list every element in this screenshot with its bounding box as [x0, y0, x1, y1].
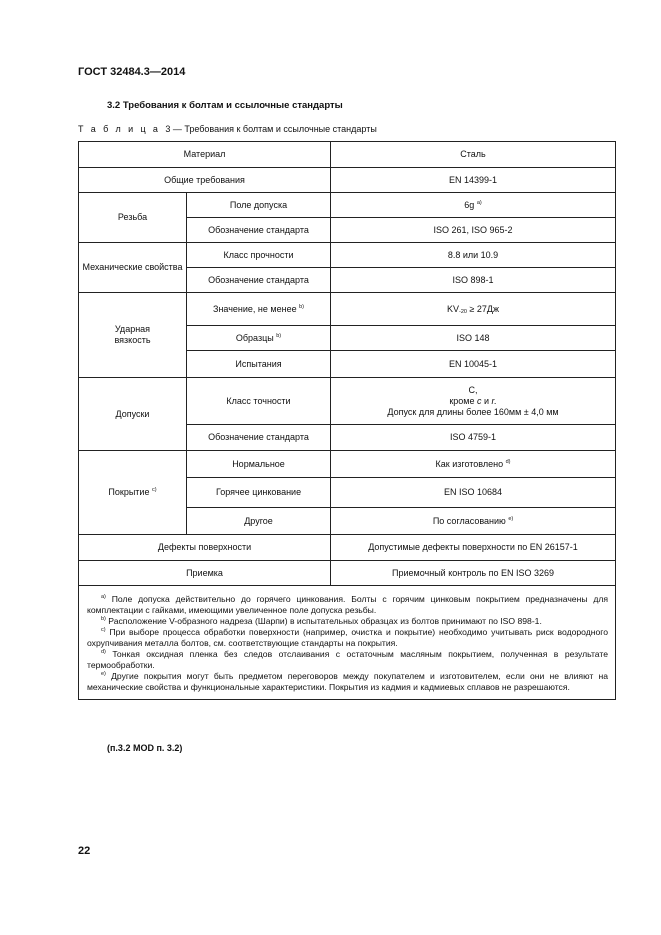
- footnote-e: [87, 671, 608, 693]
- impact-min-label: Значение, не менее: [213, 303, 297, 314]
- requirements-table: [78, 141, 616, 700]
- table-row: [79, 293, 616, 326]
- mech-group: Механические свойства: [79, 243, 187, 293]
- note-text: Расположение V-образного надреза (Шарпи) в испытательных образцах из болтов принимают по ISO 898-1.: [108, 616, 542, 626]
- table-row: [79, 535, 616, 561]
- table-row: [79, 561, 616, 586]
- tolerances-accuracy-value: [331, 378, 616, 425]
- thread-tolerance-label: Поле допуска: [187, 193, 331, 218]
- impact-samples-value: ISO 148: [331, 326, 616, 351]
- coating-hot-label: Горячее цинкование: [187, 478, 331, 508]
- acceptance-value: Приемочный контроль по EN ISO 3269: [331, 561, 616, 586]
- mech-class-label: Класс прочности: [187, 243, 331, 268]
- coating-normal-label: Нормальное: [187, 451, 331, 478]
- note-text: Тонкая оксидная пленка без следов отслаивания с остаточным масляным покрытием, полученная в результате термообработки.: [87, 649, 609, 670]
- thread-std-value: ISO 261, ISO 965-2: [331, 218, 616, 243]
- footnote-c: [87, 627, 608, 649]
- defects-value: Допустимые дефекты поверхности по EN 26157-1: [331, 535, 616, 561]
- accuracy-line1: С,: [468, 384, 478, 395]
- thread-std-label: Обозначение стандарта: [187, 218, 331, 243]
- section-heading: 3.2 Требования к болтам и ссылочные стандарты: [107, 100, 343, 111]
- thread-tolerance-cell: [331, 193, 616, 218]
- caption-number: 3: [165, 124, 171, 134]
- footnote-d: [87, 649, 608, 671]
- defects-label: Дефекты поверхности: [79, 535, 331, 561]
- page-number: 22: [78, 845, 91, 857]
- footnote-b: [87, 616, 608, 627]
- accuracy-var-c: с: [476, 395, 482, 406]
- table-row: [79, 451, 616, 478]
- coating-normal-value: Как изготовлено: [435, 458, 504, 469]
- note-marker: a): [101, 594, 106, 600]
- impact-min-sub: -20: [459, 308, 467, 315]
- coating-group: [79, 451, 187, 535]
- coating-group-label: Покрытие: [108, 487, 150, 497]
- coating-hot-value: EN ISO 10684: [331, 478, 616, 508]
- table-caption: [78, 124, 377, 134]
- table-header-row: [79, 142, 616, 168]
- mech-std-value: ISO 898-1: [331, 268, 616, 293]
- coating-other-value: По согласованию: [432, 515, 506, 526]
- impact-min-value: [331, 293, 616, 326]
- accuracy-line2-mid: и: [484, 395, 490, 406]
- impact-samples-label: Образцы: [235, 332, 274, 343]
- note-marker: e): [101, 671, 106, 677]
- accuracy-line2-prefix: кроме: [449, 395, 475, 406]
- note-text: Другие покрытия могут быть предметом переговоров между покупателем и изготовителем, если они не влияют на механические свойства и функциональные характеристики. Покрытия из кадмия и кадмиевых сплавов не разрешаются.: [87, 671, 609, 692]
- note-marker: d): [101, 649, 106, 655]
- coating-other-label: Другое: [187, 508, 331, 535]
- impact-min-suffix: ≥ 27Дж: [469, 303, 500, 314]
- mech-std-label: Обозначение стандарта: [187, 268, 331, 293]
- thread-tolerance-value: 6g: [464, 199, 475, 210]
- table-row: [79, 378, 616, 425]
- impact-group: [79, 293, 187, 378]
- table-row: [79, 193, 616, 218]
- acceptance-label: Приемка: [79, 561, 331, 586]
- note-marker: c): [101, 627, 106, 633]
- impact-group-line1: Ударная: [114, 324, 151, 334]
- footnote-ref-b2: b): [276, 332, 282, 339]
- footnote-ref-d: d): [505, 458, 511, 465]
- table-notes: [79, 586, 616, 700]
- tolerances-std-label: Обозначение стандарта: [187, 425, 331, 451]
- header-steel: Сталь: [331, 142, 616, 168]
- table-row: [79, 243, 616, 268]
- impact-tests-value: EN 10045-1: [331, 351, 616, 378]
- accuracy-var-r: r.: [491, 395, 497, 406]
- accuracy-line2: [449, 396, 496, 406]
- header-material: Материал: [79, 142, 331, 168]
- impact-tests-label: Испытания: [187, 351, 331, 378]
- footnote-ref-c: c): [151, 487, 157, 493]
- general-requirements-label: Общие требования: [79, 168, 331, 193]
- note-text: Поле допуска действительно до горячего цинкования. Болты с горячим цинковым покрытием предназначены для комплектации с гайками, имеющими увеличенное поле допуска резьбы.: [87, 594, 609, 615]
- tolerances-accuracy-label: Класс точности: [187, 378, 331, 425]
- thread-group: Резьба: [79, 193, 187, 243]
- footnote-a: [87, 594, 608, 616]
- table-row: [79, 168, 616, 193]
- coating-other-cell: [331, 508, 616, 535]
- clause-reference: (п.3.2 MOD п. 3.2): [107, 743, 183, 753]
- accuracy-line3: Допуск для длины более 160мм ± 4,0 мм: [387, 406, 559, 417]
- coating-normal-cell: [331, 451, 616, 478]
- impact-samples-cell: [187, 326, 331, 351]
- note-text: При выборе процесса обработки поверхности (например, очистка и покрытие) необходимо учитывать риск водородного охрупчивания металла болтов, см. соответствующие стандарты на покрытия.: [87, 627, 609, 648]
- mech-class-value: 8.8 или 10.9: [331, 243, 616, 268]
- footnote-ref-a: a): [476, 199, 482, 206]
- document-header: ГОСТ 32484.3—2014: [78, 66, 186, 78]
- footnote-ref-b: b): [299, 303, 304, 310]
- impact-min-cell: [187, 293, 331, 326]
- impact-min-prefix: KV: [446, 303, 459, 314]
- note-marker: b): [101, 616, 106, 622]
- tolerances-group: Допуски: [79, 378, 187, 451]
- footnote-ref-e: e): [508, 515, 514, 522]
- impact-group-line2: вязкость: [114, 335, 151, 345]
- notes-row: [79, 586, 616, 700]
- caption-text: — Требования к болтам и ссылочные стандарты: [172, 124, 377, 134]
- general-requirements-value: EN 14399-1: [331, 168, 616, 193]
- tolerances-std-value: ISO 4759-1: [331, 425, 616, 451]
- caption-prefix: Т а б л и ц а: [78, 124, 161, 134]
